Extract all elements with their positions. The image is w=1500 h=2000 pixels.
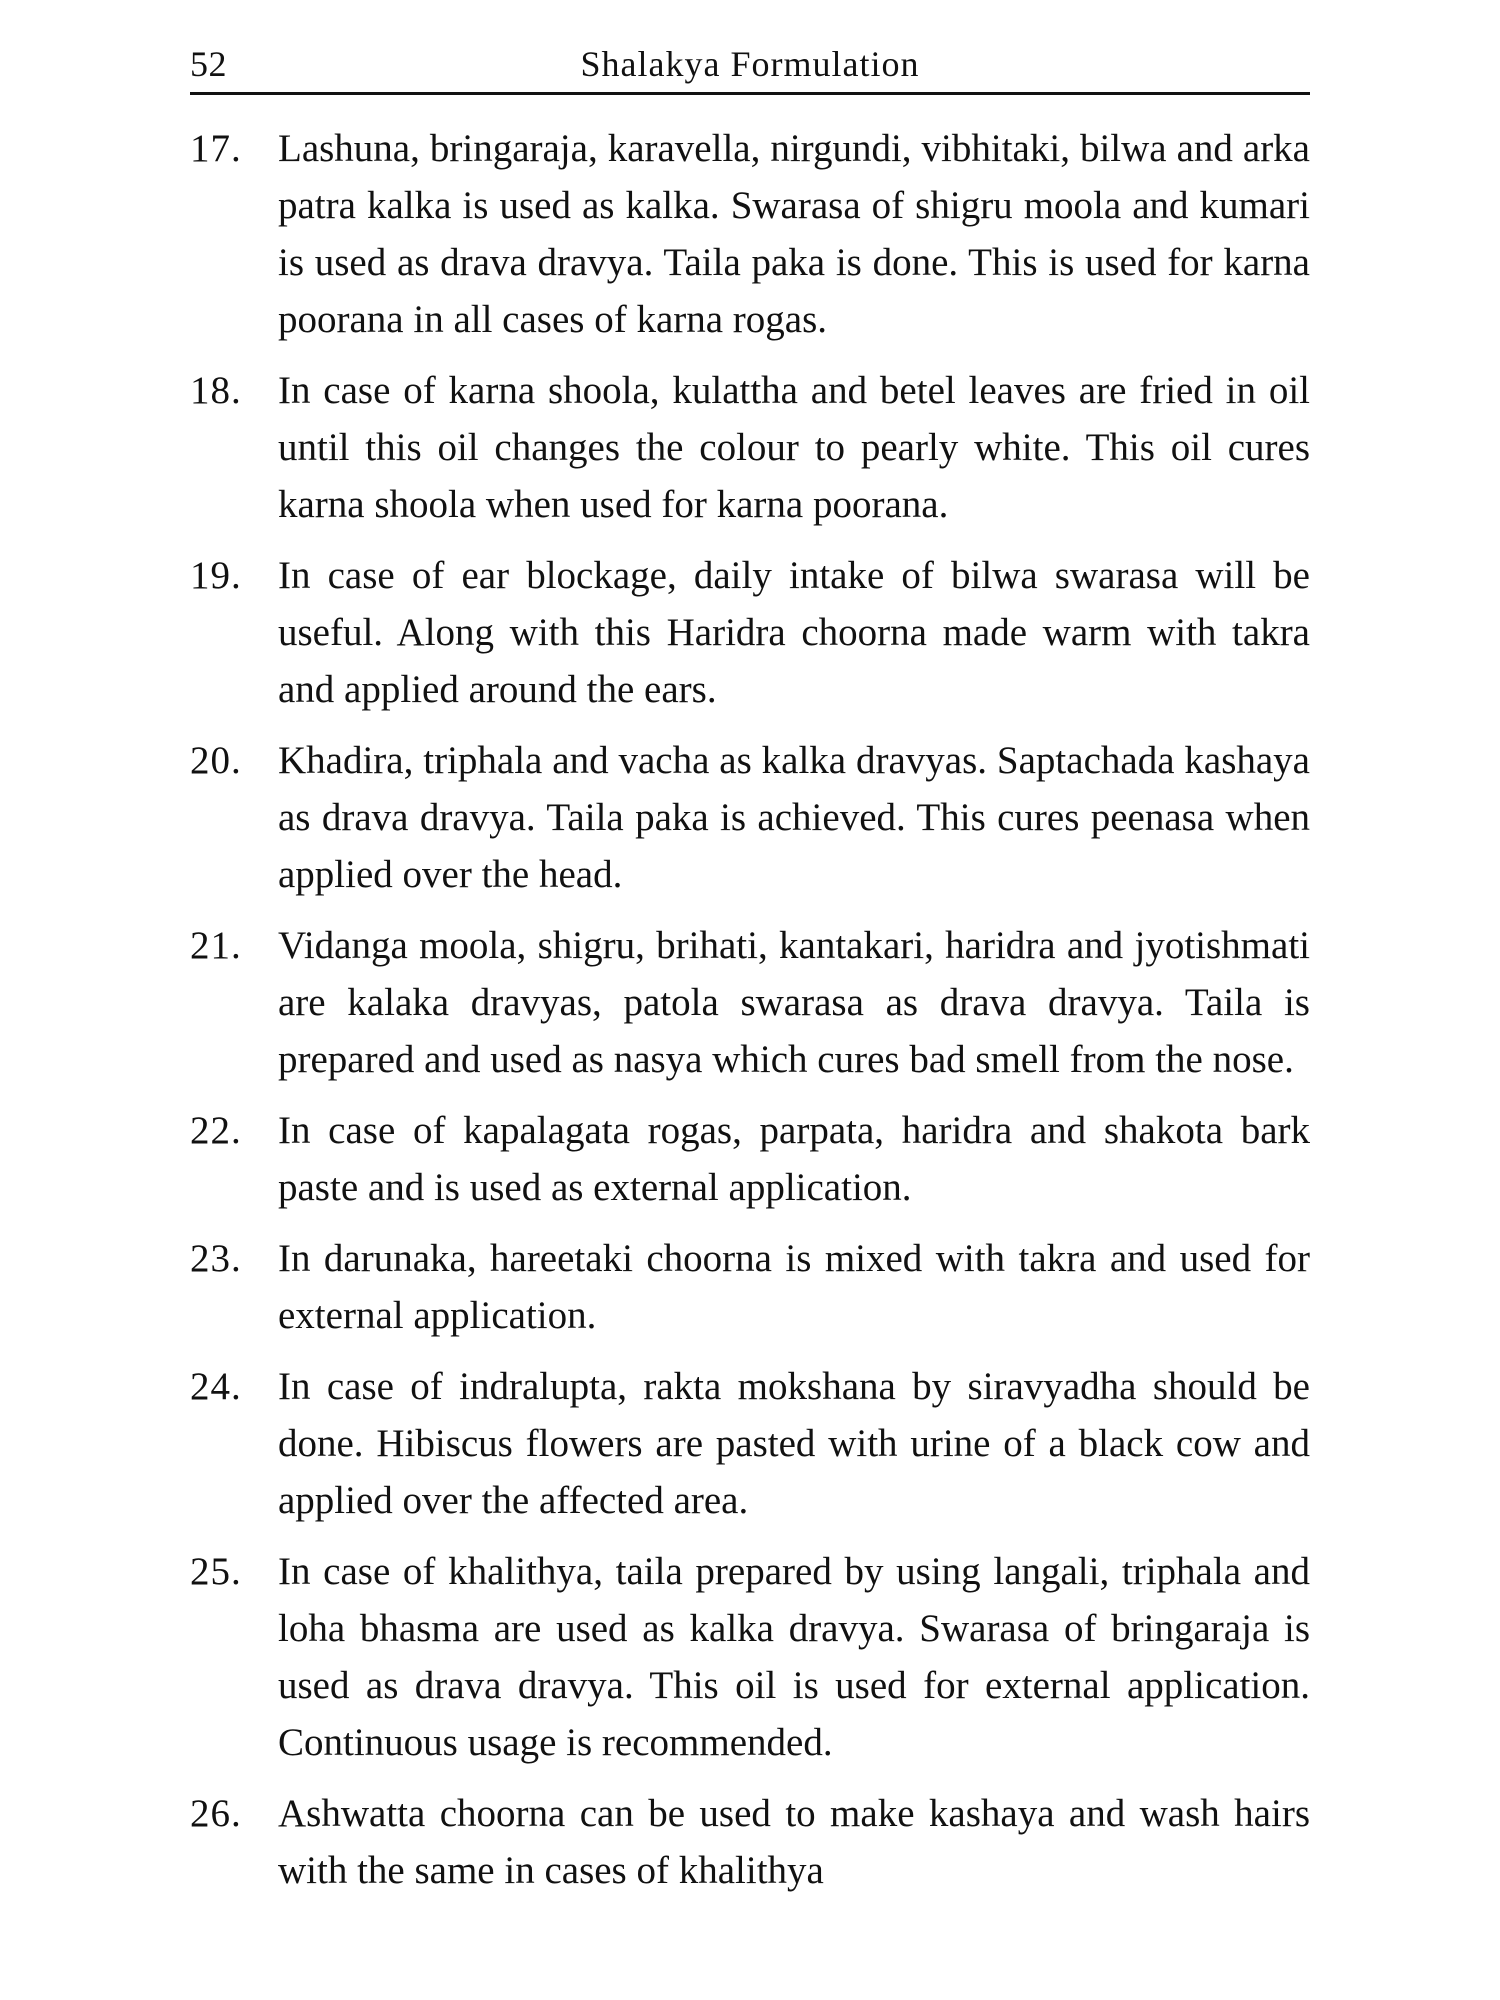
running-title: Shalakya Formulation bbox=[580, 44, 920, 84]
item-number: 26. bbox=[190, 1792, 242, 1835]
item-number: 21. bbox=[190, 924, 242, 967]
list-item-19 bbox=[190, 547, 1310, 718]
page-number: 52 bbox=[190, 44, 227, 84]
item-text: In case of kapalagata rogas, parpata, haridra and shakota bark paste and is used as external application. bbox=[278, 1109, 1310, 1209]
item-number: 19. bbox=[190, 554, 242, 597]
list-item-21 bbox=[190, 917, 1310, 1088]
formulation-list bbox=[190, 120, 1310, 1913]
item-number: 25. bbox=[190, 1550, 242, 1593]
item-number: 20. bbox=[190, 739, 242, 782]
item-number: 23. bbox=[190, 1237, 242, 1280]
list-item-23 bbox=[190, 1230, 1310, 1344]
list-item-18 bbox=[190, 362, 1310, 533]
item-text: Lashuna, bringaraja, karavella, nirgundi, vibhitaki, bilwa and arka patra kalka is used as kalka. Swarasa of shigru moola and kumari is used as drava dravya. Taila paka is done. This is used for karna poorana in all cases of karna rogas. bbox=[278, 127, 1310, 341]
item-number: 24. bbox=[190, 1365, 242, 1408]
item-number: 18. bbox=[190, 369, 242, 412]
item-text: In case of khalithya, taila prepared by using langali, triphala and loha bhasma are used as kalka dravya. Swarasa of bringaraja is used as drava dravya. This oil is used for external application. Continuous usage is recommended. bbox=[278, 1550, 1310, 1764]
item-number: 22. bbox=[190, 1109, 242, 1152]
item-text: Ashwatta choorna can be used to make kashaya and wash hairs with the same in cases of khalithya bbox=[278, 1792, 1310, 1892]
item-text: In case of indralupta, rakta mokshana by siravyadha should be done. Hibiscus flowers are pasted with urine of a black cow and applied over the affected area. bbox=[278, 1365, 1310, 1522]
list-item-20 bbox=[190, 732, 1310, 903]
list-item-26 bbox=[190, 1785, 1310, 1899]
list-item-17 bbox=[190, 120, 1310, 348]
item-text: Vidanga moola, shigru, brihati, kantakari, haridra and jyotishmati are kalaka dravyas, patola swarasa as drava dravya. Taila is prepared and used as nasya which cures bad smell from the nose. bbox=[278, 924, 1310, 1081]
item-text: Khadira, triphala and vacha as kalka dravyas. Saptachada kashaya as drava dravya. Taila paka is achieved. This cures peenasa when applied over the head. bbox=[278, 739, 1310, 896]
item-text: In case of karna shoola, kulattha and betel leaves are fried in oil until this oil changes the colour to pearly white. This oil cures karna shoola when used for karna poorana. bbox=[278, 369, 1310, 526]
item-number: 17. bbox=[190, 127, 242, 170]
list-item-24 bbox=[190, 1358, 1310, 1529]
list-item-25 bbox=[190, 1543, 1310, 1771]
item-text: In case of ear blockage, daily intake of bilwa swarasa will be useful. Along with this Haridra choorna made warm with takra and applied around the ears. bbox=[278, 554, 1310, 711]
list-item-22 bbox=[190, 1102, 1310, 1216]
item-text: In darunaka, hareetaki choorna is mixed with takra and used for external application. bbox=[278, 1237, 1310, 1337]
page-header bbox=[190, 40, 1310, 95]
